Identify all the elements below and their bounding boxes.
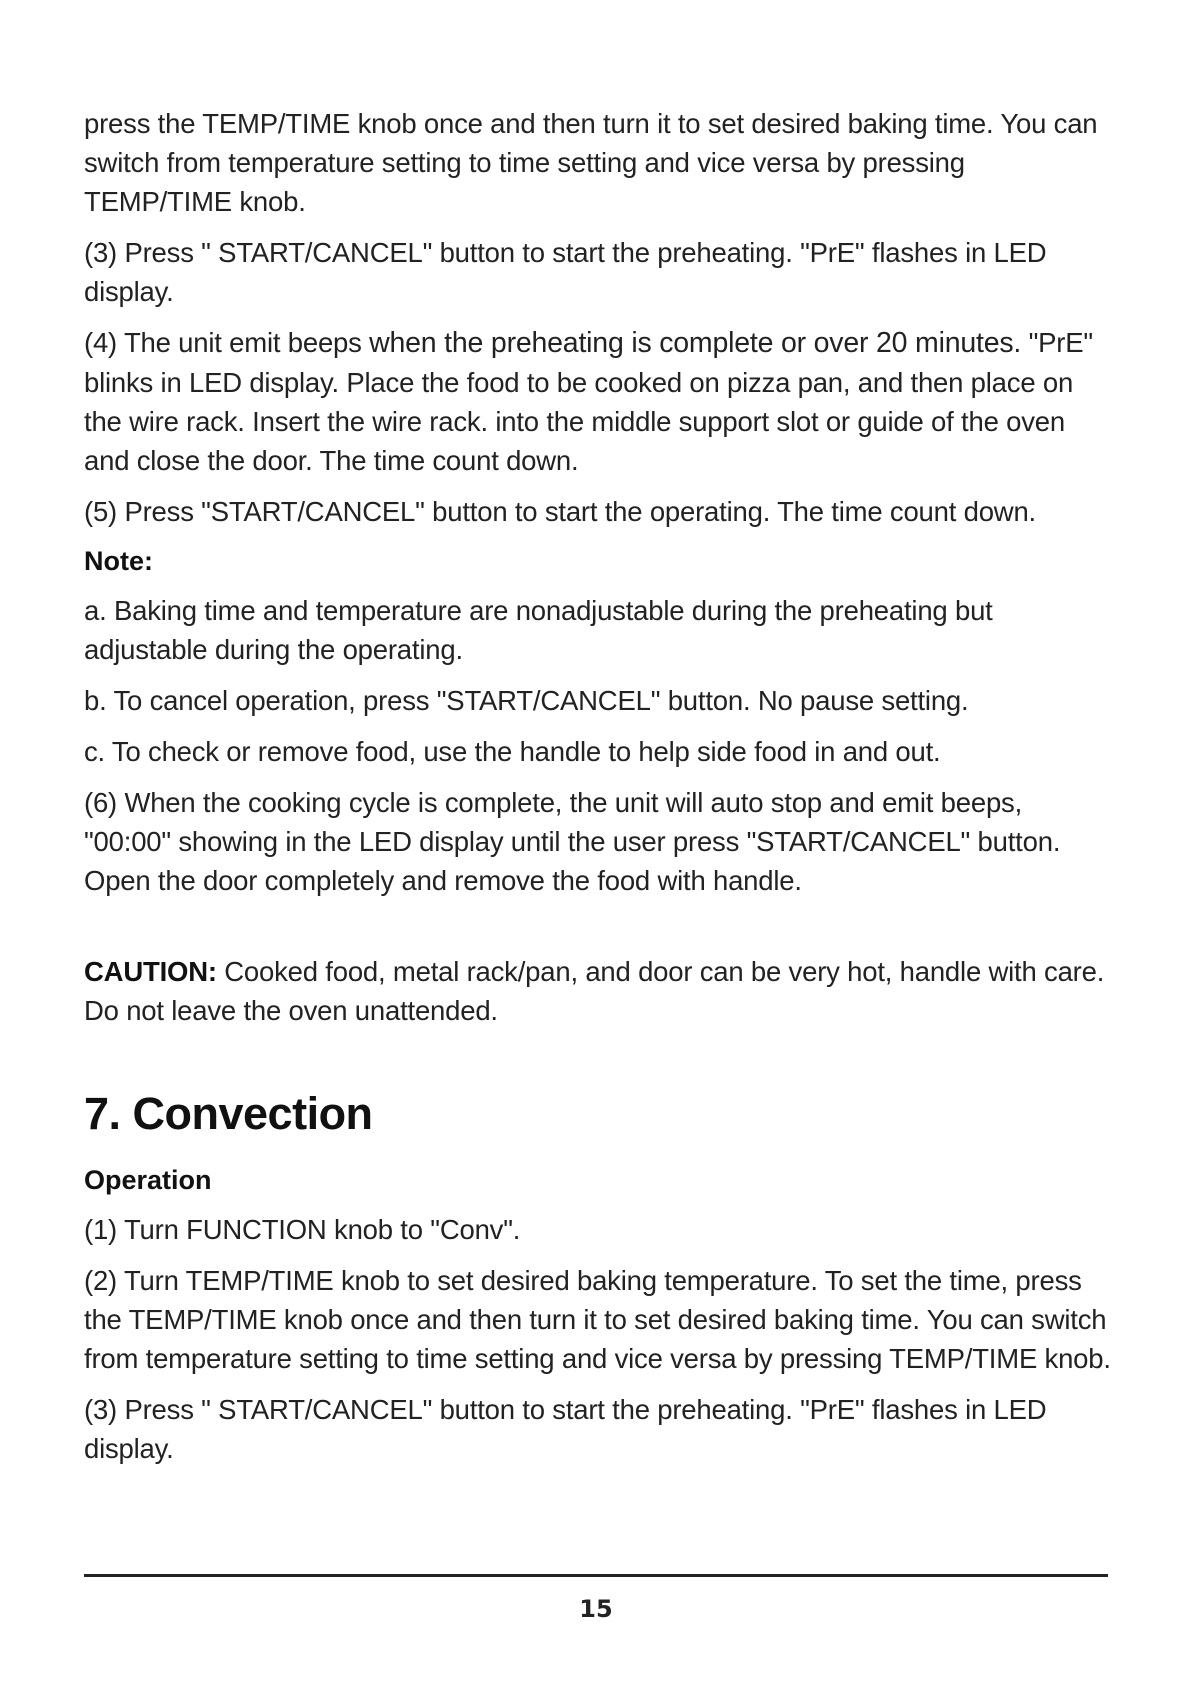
page-content	[84, 104, 1114, 1480]
note-b: b. To cancel operation, press "START/CANCEL" button. No pause setting.	[84, 685, 969, 716]
section-title: 7. Convection	[84, 1088, 373, 1139]
step-4-emphasis: when the preheating is complete or over 20 minutes.	[369, 327, 1022, 359]
convection-step-2: (2) Turn TEMP/TIME knob to set desired baking temperature. To set the time, press the TEMP/TIME knob once and then turn it to set desired baking time. You can switch from temperature setting to time setting and vice versa by pressing TEMP/TIME knob.	[84, 1265, 1111, 1374]
footer-rule	[84, 1574, 1108, 1577]
convection-step-1: (1) Turn FUNCTION knob to "Conv".	[84, 1214, 521, 1245]
paragraph-intro: press the TEMP/TIME knob once and then turn it to set desired baking time. You can switch from temperature setting to time setting and vice versa by pressing TEMP/TIME knob.	[84, 108, 1098, 217]
operation-heading: Operation	[84, 1165, 212, 1195]
note-a: a. Baking time and temperature are nonadjustable during the preheating but adjustable during the operating.	[84, 595, 993, 665]
step-4-start: (4) The unit emit beeps	[84, 327, 370, 358]
note-heading: Note:	[84, 546, 153, 576]
page-number: 15	[579, 1595, 613, 1623]
convection-step-3: (3) Press " START/CANCEL" button to start the preheating. "PrE" flashes in LED display.	[84, 1394, 1047, 1464]
caution-text: Cooked food, metal rack/pan, and door can be very hot, handle with care. Do not leave the oven unattended.	[84, 956, 1105, 1026]
caution-label: CAUTION:	[84, 956, 217, 987]
step-6-paragraph: (6) When the cooking cycle is complete, the unit will auto stop and emit beeps, "00:00" showing in the LED display until the user press "START/CANCEL" button. Open the door completely and remove the food with handle.	[84, 787, 1061, 896]
step-5-paragraph: (5) Press "START/CANCEL" button to start the operating. The time count down.	[84, 496, 1036, 527]
caution-paragraph	[84, 952, 1114, 1030]
step-4-paragraph	[84, 323, 1114, 480]
note-c: c. To check or remove food, use the handle to help side food in and out.	[84, 736, 941, 767]
step-4-rest: "PrE" blinks in LED display. Place the food to be cooked on pizza pan, and then place on the wire rack. Insert the wire rack. into the middle support slot or guide of the oven and close the door. The time count down.	[84, 327, 1093, 476]
step-3-paragraph: (3) Press " START/CANCEL" button to start the preheating. "PrE" flashes in LED display.	[84, 237, 1047, 307]
